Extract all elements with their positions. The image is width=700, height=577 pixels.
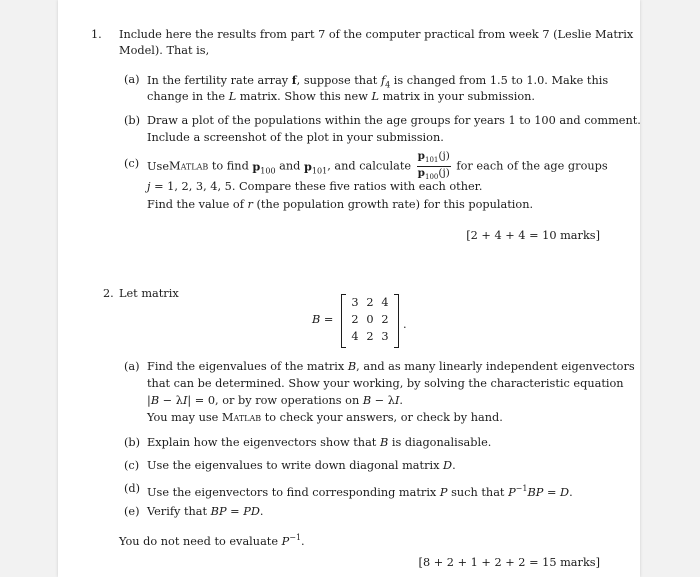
q1c-line2: j = 1, 2, 3, 4, 5. Compare these five ratios with each other.: [147, 180, 483, 193]
q1c-line3: Find the value of r (the population growth rate) for this population.: [147, 198, 534, 211]
q2e-label: (e): [124, 505, 140, 518]
matrix-cell: 2: [366, 330, 374, 343]
q2-number: 2.: [103, 287, 114, 300]
q1a-line1: In the fertility rate array f, suppose that $f_4$ is changed from 1.5 to 1.0. Make this: [147, 73, 609, 90]
q2a-line2: that can be determined. Show your working, by solving the characteristic equation: [147, 377, 624, 390]
matrix-cell: 2: [351, 313, 359, 326]
q1c-line1: UseMatlab to find $p_{100}$ and $p_{101}$, and calculate $\frac{p_{101}(j)}{p_{100}(j)}$ for each of the age groups: [147, 150, 608, 182]
q2a-line1: Find the eigenvalues of the matrix B, and as many linearly independent eigenvectors: [147, 360, 635, 373]
matrix-cell: 0: [366, 313, 374, 326]
matrix-cell: 3: [381, 330, 389, 343]
matrix-cell: 2: [381, 313, 389, 326]
q2-intro: Let matrix: [119, 287, 179, 300]
q2e-line: Verify that BP = PD.: [147, 505, 264, 518]
q2b-label: (b): [124, 436, 141, 449]
q1b-label: (b): [124, 114, 141, 127]
q2c-label: (c): [124, 459, 140, 472]
q1a-line2: change in the L matrix. Show this new L matrix in your submission.: [147, 90, 535, 103]
matrix-left-bracket: [341, 294, 346, 348]
matrix-period: .: [403, 318, 407, 331]
q2a-line3: |B − λI| = 0, or by row operations on B − λI.: [147, 394, 404, 407]
matrix-cell: 2: [366, 296, 374, 309]
q1-number: 1.: [91, 28, 102, 41]
q2d-label: (d): [124, 482, 141, 495]
q2c-line: Use the eigenvalues to write down diagonal matrix D.: [147, 459, 456, 472]
matrix-right-bracket: [394, 294, 399, 348]
q1-intro-line1: Include here the results from part 7 of the computer practical from week 7 (Leslie Matrix: [119, 28, 634, 41]
q1a-label: (a): [124, 73, 140, 86]
q1c-label: (c): [124, 157, 140, 170]
q1-marks: [2 + 4 + 4 = 10 marks]: [466, 229, 600, 242]
q2a-label: (a): [124, 360, 140, 373]
q2a-line4: You may use Matlab to check your answers, or check by hand.: [147, 411, 503, 424]
q1b-line1: Draw a plot of the populations within the age groups for years 1 to 100 and comment.: [147, 114, 641, 127]
q1-intro-line2: Model). That is,: [119, 44, 210, 57]
matrix-label: B =: [312, 313, 334, 326]
matrix-cell: 4: [351, 330, 359, 343]
q1b-line2: Include a screenshot of the plot in your submission.: [147, 131, 444, 144]
q1c-fraction: $\frac{p_{101}(j)}{p_{100}(j)}$: [417, 150, 450, 182]
q2b-line: Explain how the eigenvectors show that B is diagonalisable.: [147, 436, 492, 449]
matrix-b: [341, 294, 399, 346]
matrix-cell: 3: [351, 296, 359, 309]
q2-note: You do not need to evaluate $P^{-1}$.: [119, 533, 305, 548]
matrix-cell: 4: [381, 296, 389, 309]
q2d-line: Use the eigenvectors to find corresponding matrix P such that $P^{-1}BP = D$.: [147, 484, 573, 499]
q2-marks: [8 + 2 + 1 + 2 + 2 = 15 marks]: [418, 556, 600, 569]
